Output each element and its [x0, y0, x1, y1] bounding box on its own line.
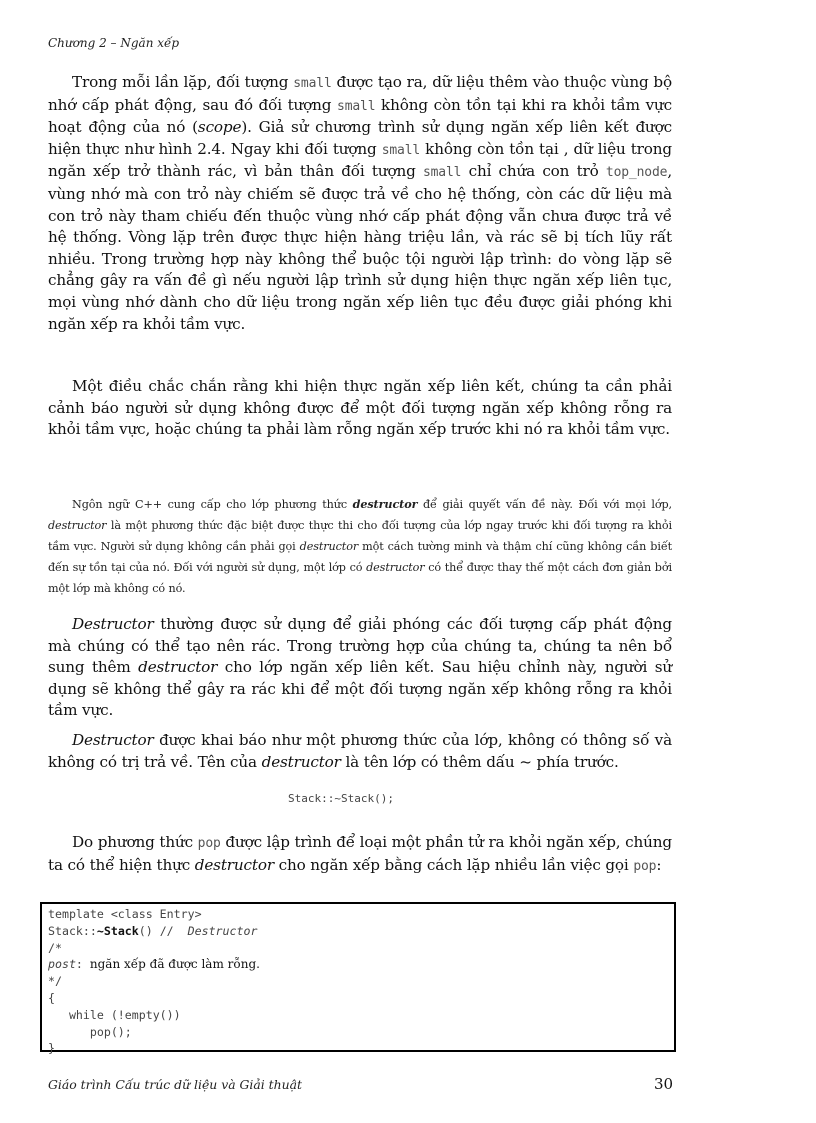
paragraph-5: Do phương thức pop được lập trình để loại một phần tử ra khỏi ngăn xếp, chúng ta có thể hiện thực destructor cho ngăn xếp bằng cách lặp nhiều lần việc gọi pop:	[48, 833, 672, 874]
code-line: while (!empty())	[48, 1007, 181, 1022]
running-footer: Giáo trình Cấu trúc dữ liệu và Giải thuật	[48, 1077, 302, 1092]
code-block	[40, 902, 676, 1056]
code-line: /*	[48, 940, 62, 955]
code-line: {	[48, 990, 55, 1005]
code-line: */	[48, 974, 62, 989]
running-header: Chương 2 – Ngăn xếp	[48, 36, 180, 50]
code-line: Stack::~Stack() // Destructor	[48, 923, 258, 938]
paragraph-4: Destructor được khai báo như một phương thức của lớp, không có thông số và không có trị trả về. Tên của destructor là tên lớp có thêm dấu ~ phía trước.	[48, 731, 672, 771]
destructor-signature: Stack::~Stack();	[288, 792, 394, 805]
paragraph-2: Một điều chắc chắn rằng khi hiện thực ngăn xếp liên kết, chúng ta cần phải cảnh báo người sử dụng không được để một đối tượng ngăn xếp không rỗng ra khỏi tầm vực, hoặc chúng ta phải làm rỗng ngăn xếp trước khi nó ra khỏi tầm vực.	[48, 377, 672, 439]
code-line: }	[48, 1041, 55, 1056]
paragraph-1: Trong mỗi lần lặp, đối tượng small được tạo ra, dữ liệu thêm vào thuộc vùng bộ nhớ cấp phát động, sau đó đối tượng small không còn tồn tại khi ra khỏi tầm vực hoạt động của nó (scope). Giả sử chương trình sử dụng ngăn xếp liên kết được hiện thực như hình 2.4. Ngay khi đối tượng small không còn tồn tại , dữ liệu trong ngăn xếp trở thành rác, vì bản thân đối tượng small chỉ chứa con trỏ top_node, vùng nhớ mà con trỏ này chiếm sẽ được trả về cho hệ thống, còn các dữ liệu mà con trỏ này tham chiếu đến thuộc vùng nhớ cấp phát động vẫn chưa được trả về hệ thống. Vòng lặp trên được thực hiện hàng triệu lần, và rác sẽ bị tích lũy rất nhiều. Trong trường hợp này không thể buộc tội người lập trình: do vòng lặp sẽ chẳng gây ra vấn đề gì nếu người lập trình sử dụng hiện thực ngăn xếp liên tục, mọi vùng nhớ dành cho dữ liệu trong ngăn xếp liên tục đều được giải phóng khi ngăn xếp ra khỏi tầm vực.	[48, 73, 672, 333]
code-line: post: ngăn xếp đã được làm rỗng.	[48, 957, 260, 972]
paragraph-3: Destructor thường được sử dụng để giải phóng các đối tượng cấp phát động mà chúng có thể tạo nên rác. Trong trường hợp của chúng ta, chúng ta nên bổ sung thêm destructor cho lớp ngăn xếp liên kết. Sau hiệu chỉnh này, người sử dụng sẽ không thể gây ra rác khi để một đối tượng ngăn xếp không rỗng ra khỏi tầm vực.	[48, 615, 673, 720]
code-line: pop();	[48, 1024, 132, 1039]
page-number: 30	[654, 1075, 674, 1093]
code-line: template <class Entry>	[48, 907, 202, 921]
note-paragraph: Ngôn ngữ C++ cung cấp cho lớp phương thức destructor để giải quyết vấn đề này. Đối với mọi lớp, destructor là một phương thức đặc biệt được thực thi cho đối tượng của lớp ngay trước khi đối tượng ra khỏi tầm vực. Người sử dụng không cần phải gọi destructor một cách tường minh và thậm chí cũng không cần biết đến sự tồn tại của nó. Đối với người sử dụng, một lớp có destructor có thể được thay thế một cách đơn giản bởi một lớp mà không có nó.	[48, 497, 673, 595]
